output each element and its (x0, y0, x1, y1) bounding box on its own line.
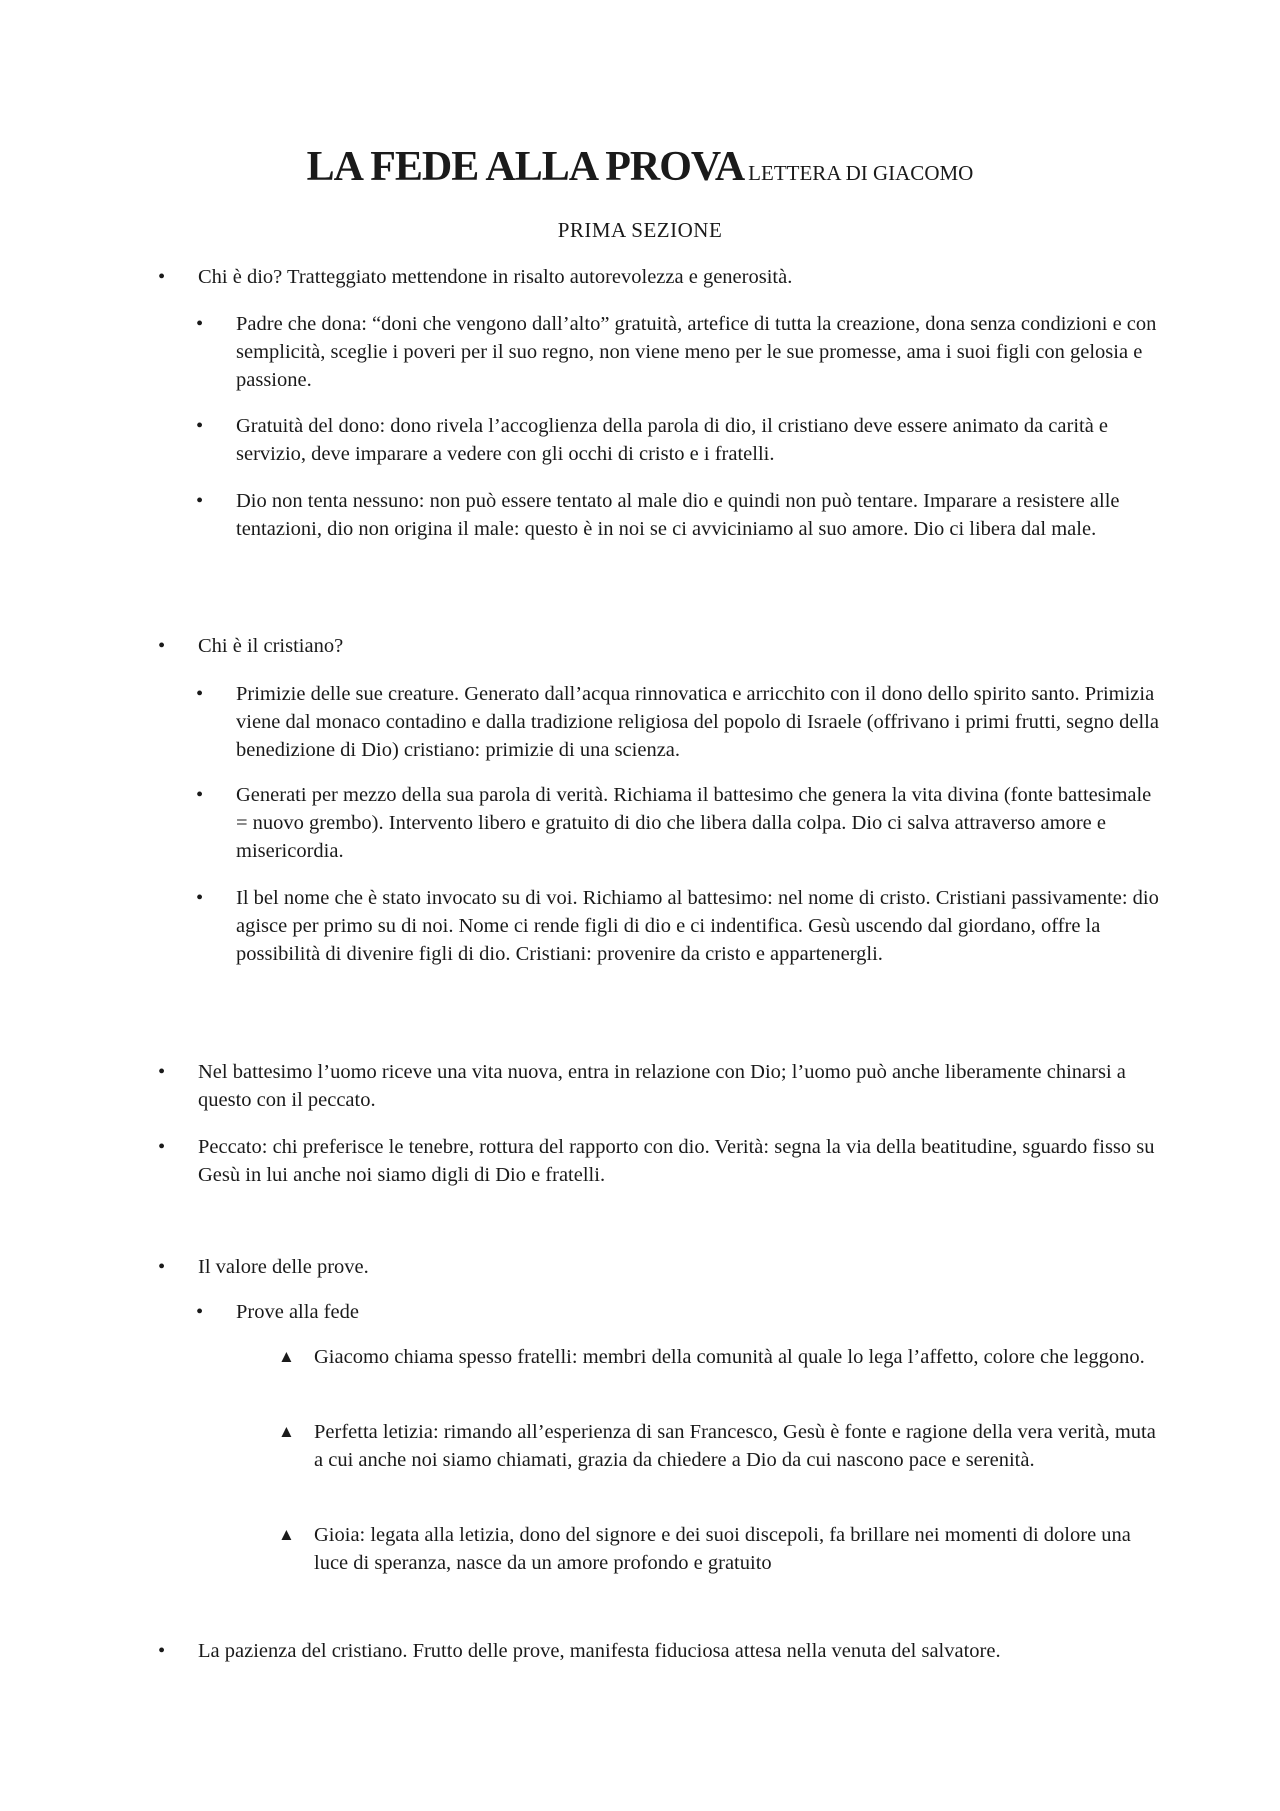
bullet-icon: • (158, 1640, 166, 1662)
list-item-text: Prove alla fede (236, 1301, 359, 1323)
bullet-icon: • (158, 1136, 166, 1158)
list-item (158, 263, 1163, 291)
list-item-text: Giacomo chiama spesso fratelli: membri della comunità al quale lo lega l’affetto, colore che leggono. (314, 1346, 1145, 1368)
list-item-text: Gratuità del dono: dono rivela l’accoglienza della parola di dio, il cristiano deve essere animato da carità e servizio, deve imparare a vedere con gli occhi di cristo e i fratelli. (236, 415, 1109, 465)
bullet-icon: • (158, 635, 166, 657)
list-item (158, 1637, 1163, 1665)
triangle-icon: ▲ (278, 1422, 295, 1441)
bullet-icon: • (196, 1301, 204, 1323)
list-item-text: Generati per mezzo della sua parola di verità. Richiama il battesimo che genera la vita divina (fonte battesimale = nuovo grembo). Intervento libero e gratuito di dio che libera dalla colpa. Dio ci salva attraverso amore e misericordia. (236, 784, 1152, 862)
list-item (196, 1298, 1163, 1326)
bullet-icon: • (196, 415, 204, 437)
list-item (158, 1058, 1163, 1114)
title-main: LA FEDE ALLA PROVA (306, 144, 745, 190)
list-item (158, 632, 1163, 660)
list-item-text: Perfetta letizia: rimando all’esperienza di san Francesco, Gesù è fonte e ragione della vera verità, muta a cui anche noi siamo chiamati, grazia da chiedere a Dio da cui nascono pace e serenità. (314, 1421, 1156, 1471)
list-item (196, 487, 1163, 543)
triangle-icon: ▲ (278, 1347, 295, 1366)
list-item (196, 680, 1163, 764)
list-item (158, 1253, 1163, 1281)
list-item-text: Chi è il cristiano? (198, 635, 344, 657)
bullet-icon: • (158, 1061, 166, 1083)
document-title (0, 146, 1280, 188)
list-item-text: Chi è dio? Tratteggiato mettendone in risalto autorevolezza e generosità. (198, 266, 793, 288)
list-item (278, 1343, 1164, 1371)
title-suffix: LETTERA DI GIACOMO (748, 161, 974, 185)
bullet-icon: • (158, 1256, 166, 1278)
bullet-icon: • (196, 313, 204, 335)
bullet-icon: • (158, 266, 166, 288)
list-item (196, 884, 1163, 968)
section-heading: PRIMA SEZIONE (557, 218, 723, 242)
list-item (196, 412, 1163, 468)
list-item (278, 1418, 1164, 1474)
list-item-text: Padre che dona: “doni che vengono dall’alto” gratuità, artefice di tutta la creazione, dona senza condizioni e con semplicità, sceglie i poveri per il suo regno, non viene meno per le sue promesse, ama i suoi figli con gelosia e passione. (236, 313, 1157, 391)
bullet-icon: • (196, 490, 204, 512)
triangle-icon: ▲ (278, 1525, 295, 1544)
list-item (196, 781, 1163, 865)
list-item-text: Dio non tenta nessuno: non può essere tentato al male dio e quindi non può tentare. Imparare a resistere alle tentazioni, dio non origina il male: questo è in noi se ci avviciniamo al suo amore. Dio ci libera dal male. (236, 490, 1120, 540)
bullet-icon: • (196, 784, 204, 806)
list-item-text: Peccato: chi preferisce le tenebre, rottura del rapporto con dio. Verità: segna la via della beatitudine, sguardo fisso su Gesù in lui anche noi siamo digli di Dio e fratelli. (198, 1136, 1155, 1186)
list-item (196, 310, 1163, 394)
list-item-text: Gioia: legata alla letizia, dono del signore e dei suoi discepoli, fa brillare nei momenti di dolore una luce di speranza, nasce da un amore profondo e gratuito (314, 1524, 1131, 1574)
list-item-text: Il bel nome che è stato invocato su di voi. Richiamo al battesimo: nel nome di cristo. Cristiani passivamente: dio agisce per primo su di noi. Nome ci rende figli di dio e ci indentifica. Gesù uscendo dal giordano, offre la possibilità di divenire figli di dio. Cristiani: provenire da cristo e appartenergli. (236, 887, 1159, 965)
list-item-text: Nel battesimo l’uomo riceve una vita nuova, entra in relazione con Dio; l’uomo può anche liberamente chinarsi a questo con il peccato. (198, 1061, 1126, 1111)
bullet-icon: • (196, 683, 204, 705)
list-item (158, 1133, 1163, 1189)
list-item-text: La pazienza del cristiano. Frutto delle prove, manifesta fiduciosa attesa nella venuta del salvatore. (198, 1640, 1001, 1662)
list-item-text: Il valore delle prove. (198, 1256, 369, 1278)
bullet-icon: • (196, 887, 204, 909)
list-item-text: Primizie delle sue creature. Generato dall’acqua rinnovatica e arricchito con il dono dello spirito santo. Primizia viene dal monaco contadino e dalla tradizione religiosa del popolo di Israele (offrivano i primi frutti, segno della benedizione di Dio) cristiano: primizie di una scienza. (236, 683, 1159, 761)
list-item (278, 1521, 1164, 1577)
